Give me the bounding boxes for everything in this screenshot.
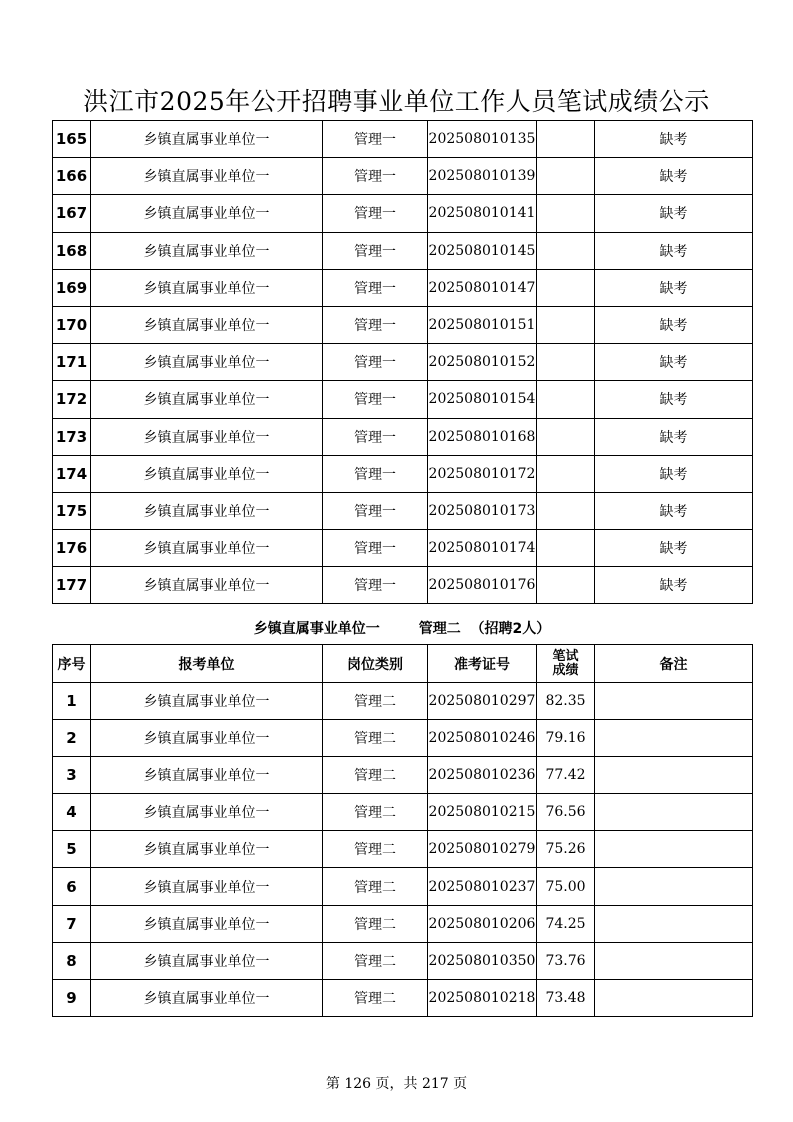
table-row	[53, 344, 753, 381]
table-row	[53, 232, 753, 269]
cell-note: 缺考	[595, 381, 753, 418]
cell-exam-id: 202508010173	[428, 492, 537, 529]
cell-no: 177	[53, 567, 91, 604]
table-row	[53, 418, 753, 455]
cell-no: 166	[53, 158, 91, 195]
table-row	[53, 979, 753, 1016]
cell-unit: 乡镇直属事业单位一	[91, 530, 323, 567]
cell-exam-id: 202508010279	[428, 831, 537, 868]
cell-unit: 乡镇直属事业单位一	[91, 794, 323, 831]
cell-post: 管理二	[323, 757, 428, 794]
footer-middle: 页，共	[375, 1076, 418, 1092]
cell-exam-id: 202508010246	[428, 720, 537, 757]
results-table-body	[53, 121, 753, 604]
table-row	[53, 158, 753, 195]
cell-post: 管理二	[323, 942, 428, 979]
header-no: 序号	[53, 645, 91, 683]
cell-no: 6	[53, 868, 91, 905]
cell-note	[595, 757, 753, 794]
cell-note	[595, 720, 753, 757]
cell-no: 173	[53, 418, 91, 455]
cell-score: 76.56	[537, 794, 595, 831]
cell-no: 3	[53, 757, 91, 794]
cell-note	[595, 942, 753, 979]
cell-exam-id: 202508010218	[428, 979, 537, 1016]
cell-post: 管理一	[323, 306, 428, 343]
cell-score	[537, 530, 595, 567]
cell-unit: 乡镇直属事业单位一	[91, 683, 323, 720]
cell-unit: 乡镇直属事业单位一	[91, 979, 323, 1016]
header-score-line1: 笔试	[552, 648, 579, 664]
results-table-management-2	[52, 644, 753, 1017]
cell-post: 管理一	[323, 121, 428, 158]
cell-no: 2	[53, 720, 91, 757]
header-score	[537, 645, 595, 683]
table-row	[53, 905, 753, 942]
cell-exam-id: 202508010152	[428, 344, 537, 381]
cell-unit: 乡镇直属事业单位一	[91, 757, 323, 794]
cell-post: 管理一	[323, 418, 428, 455]
cell-no: 9	[53, 979, 91, 1016]
cell-no: 172	[53, 381, 91, 418]
cell-no: 167	[53, 195, 91, 232]
cell-post: 管理一	[323, 158, 428, 195]
cell-score: 82.35	[537, 683, 595, 720]
cell-unit: 乡镇直属事业单位一	[91, 344, 323, 381]
cell-post: 管理二	[323, 831, 428, 868]
footer-prefix: 第	[325, 1076, 340, 1092]
cell-post: 管理一	[323, 269, 428, 306]
cell-no: 1	[53, 683, 91, 720]
table-row	[53, 720, 753, 757]
cell-note	[595, 979, 753, 1016]
cell-note	[595, 868, 753, 905]
cell-score	[537, 269, 595, 306]
cell-exam-id: 202508010172	[428, 455, 537, 492]
cell-post: 管理二	[323, 868, 428, 905]
table-row	[53, 868, 753, 905]
cell-exam-id: 202508010151	[428, 306, 537, 343]
header-note: 备注	[595, 645, 753, 683]
table-row	[53, 530, 753, 567]
cell-unit: 乡镇直属事业单位一	[91, 831, 323, 868]
cell-note: 缺考	[595, 232, 753, 269]
cell-post: 管理二	[323, 905, 428, 942]
cell-score: 73.76	[537, 942, 595, 979]
cell-no: 176	[53, 530, 91, 567]
cell-exam-id: 202508010206	[428, 905, 537, 942]
cell-note: 缺考	[595, 306, 753, 343]
cell-unit: 乡镇直属事业单位一	[91, 567, 323, 604]
cell-note: 缺考	[595, 344, 753, 381]
cell-note: 缺考	[595, 121, 753, 158]
cell-unit: 乡镇直属事业单位一	[91, 121, 323, 158]
cell-exam-id: 202508010174	[428, 530, 537, 567]
cell-score	[537, 492, 595, 529]
cell-no: 5	[53, 831, 91, 868]
results-table-body	[53, 683, 753, 1017]
cell-score	[537, 195, 595, 232]
section-unit: 乡镇直属事业单位一	[253, 621, 380, 637]
cell-no: 4	[53, 794, 91, 831]
cell-post: 管理一	[323, 381, 428, 418]
cell-note: 缺考	[595, 418, 753, 455]
cell-exam-id: 202508010147	[428, 269, 537, 306]
cell-note: 缺考	[595, 269, 753, 306]
page-footer	[0, 1073, 793, 1093]
cell-no: 174	[53, 455, 91, 492]
cell-post: 管理一	[323, 344, 428, 381]
cell-unit: 乡镇直属事业单位一	[91, 269, 323, 306]
cell-exam-id: 202508010237	[428, 868, 537, 905]
cell-score	[537, 121, 595, 158]
table-row	[53, 381, 753, 418]
cell-note: 缺考	[595, 567, 753, 604]
cell-score	[537, 232, 595, 269]
cell-no: 170	[53, 306, 91, 343]
cell-note	[595, 794, 753, 831]
cell-unit: 乡镇直属事业单位一	[91, 418, 323, 455]
cell-unit: 乡镇直属事业单位一	[91, 942, 323, 979]
cell-no: 165	[53, 121, 91, 158]
header-unit: 报考单位	[91, 645, 323, 683]
cell-post: 管理一	[323, 455, 428, 492]
cell-exam-id: 202508010215	[428, 794, 537, 831]
cell-unit: 乡镇直属事业单位一	[91, 195, 323, 232]
cell-post: 管理一	[323, 567, 428, 604]
cell-score: 79.16	[537, 720, 595, 757]
cell-post: 管理二	[323, 720, 428, 757]
cell-score: 77.42	[537, 757, 595, 794]
table-row	[53, 306, 753, 343]
footer-total-pages: 217	[421, 1076, 449, 1092]
results-table-management-1	[52, 120, 753, 604]
cell-no: 169	[53, 269, 91, 306]
cell-note: 缺考	[595, 530, 753, 567]
header-post: 岗位类别	[323, 645, 428, 683]
cell-unit: 乡镇直属事业单位一	[91, 232, 323, 269]
cell-unit: 乡镇直属事业单位一	[91, 905, 323, 942]
cell-score	[537, 381, 595, 418]
cell-note: 缺考	[595, 158, 753, 195]
cell-no: 7	[53, 905, 91, 942]
cell-exam-id: 202508010154	[428, 381, 537, 418]
cell-score: 75.00	[537, 868, 595, 905]
cell-note	[595, 831, 753, 868]
cell-post: 管理一	[323, 195, 428, 232]
cell-post: 管理二	[323, 683, 428, 720]
table-row	[53, 942, 753, 979]
table-row	[53, 269, 753, 306]
footer-suffix: 页	[453, 1076, 468, 1092]
cell-unit: 乡镇直属事业单位一	[91, 868, 323, 905]
header-id: 准考证号	[428, 645, 537, 683]
cell-exam-id: 202508010145	[428, 232, 537, 269]
table-row	[53, 757, 753, 794]
cell-no: 8	[53, 942, 91, 979]
cell-exam-id: 202508010135	[428, 121, 537, 158]
cell-post: 管理一	[323, 492, 428, 529]
cell-note	[595, 683, 753, 720]
cell-note: 缺考	[595, 455, 753, 492]
table-header-row	[53, 645, 753, 683]
cell-exam-id: 202508010139	[428, 158, 537, 195]
cell-score	[537, 158, 595, 195]
cell-unit: 乡镇直属事业单位一	[91, 492, 323, 529]
cell-exam-id: 202508010176	[428, 567, 537, 604]
section-heading	[52, 618, 752, 638]
table-row	[53, 195, 753, 232]
table-row	[53, 831, 753, 868]
cell-note: 缺考	[595, 492, 753, 529]
cell-unit: 乡镇直属事业单位一	[91, 381, 323, 418]
section-quota: （招聘2人）	[470, 621, 551, 637]
cell-unit: 乡镇直属事业单位一	[91, 720, 323, 757]
cell-score	[537, 306, 595, 343]
cell-score	[537, 344, 595, 381]
cell-score	[537, 418, 595, 455]
header-score-line2: 成绩	[552, 662, 579, 678]
cell-exam-id: 202508010297	[428, 683, 537, 720]
cell-unit: 乡镇直属事业单位一	[91, 455, 323, 492]
cell-score	[537, 567, 595, 604]
section-post: 管理二	[418, 621, 461, 637]
cell-score: 74.25	[537, 905, 595, 942]
cell-note: 缺考	[595, 195, 753, 232]
table-row	[53, 455, 753, 492]
table-row	[53, 683, 753, 720]
table-row	[53, 121, 753, 158]
cell-post: 管理一	[323, 232, 428, 269]
table-row	[53, 567, 753, 604]
cell-no: 175	[53, 492, 91, 529]
cell-unit: 乡镇直属事业单位一	[91, 158, 323, 195]
cell-unit: 乡镇直属事业单位一	[91, 306, 323, 343]
footer-current-page: 126	[344, 1076, 372, 1092]
cell-exam-id: 202508010236	[428, 757, 537, 794]
cell-no: 171	[53, 344, 91, 381]
cell-score: 75.26	[537, 831, 595, 868]
cell-no: 168	[53, 232, 91, 269]
cell-note	[595, 905, 753, 942]
cell-exam-id: 202508010168	[428, 418, 537, 455]
cell-post: 管理二	[323, 794, 428, 831]
table-row	[53, 794, 753, 831]
cell-exam-id: 202508010141	[428, 195, 537, 232]
cell-post: 管理一	[323, 530, 428, 567]
cell-score	[537, 455, 595, 492]
cell-exam-id: 202508010350	[428, 942, 537, 979]
table-row	[53, 492, 753, 529]
page-title: 洪江市2025年公开招聘事业单位工作人员笔试成绩公示	[83, 87, 710, 116]
cell-post: 管理二	[323, 979, 428, 1016]
cell-score: 73.48	[537, 979, 595, 1016]
